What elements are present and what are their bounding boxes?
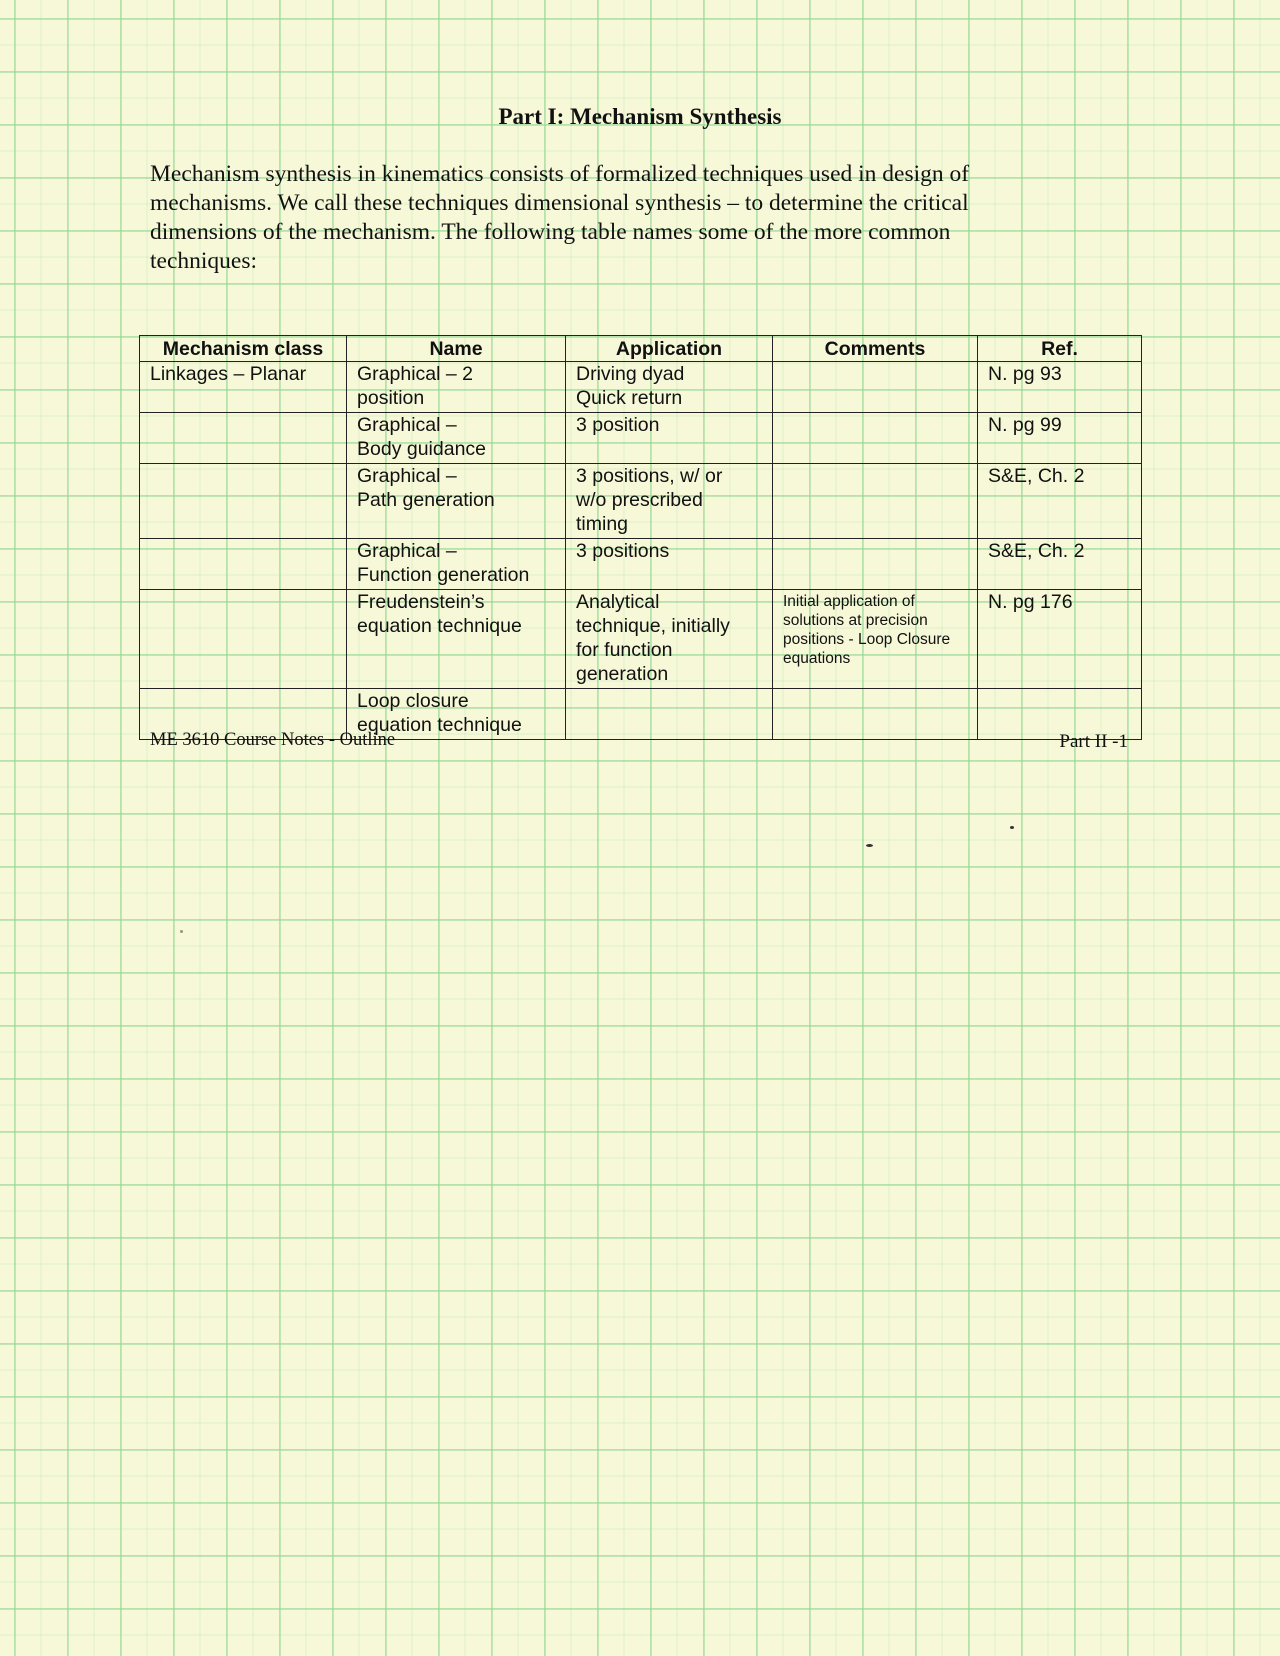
synthesis-techniques-table [139, 335, 1142, 740]
cell-comments [773, 362, 978, 413]
table-row [140, 539, 1142, 590]
cell-name: Freudenstein’s equation technique [347, 590, 566, 689]
footer-course-notes: ME 3610 Course Notes - Outline [150, 730, 396, 750]
cell-ref: N. pg 176 [978, 590, 1142, 689]
intro-line: dimensions of the mechanism. The following table names some of the more common [150, 219, 951, 245]
table-row [140, 413, 1142, 464]
cell-mechanism-class [140, 464, 347, 539]
cell-application: Analytical technique, initially for function generation [566, 590, 773, 689]
cell-name: Graphical – Function generation [347, 539, 566, 590]
paper-speck [866, 844, 873, 847]
cell-comments [773, 464, 978, 539]
cell-ref: S&E, Ch. 2 [978, 464, 1142, 539]
cell-mechanism-class [140, 413, 347, 464]
header-application: Application [566, 336, 773, 362]
cell-ref: N. pg 93 [978, 362, 1142, 413]
cell-ref: S&E, Ch. 2 [978, 539, 1142, 590]
cell-application [566, 689, 773, 740]
cell-mechanism-class [140, 590, 347, 689]
cell-comments [773, 539, 978, 590]
header-ref: Ref. [978, 336, 1142, 362]
cell-comments: Initial application of solutions at precision positions - Loop Closure equations [773, 590, 978, 689]
cell-name: Graphical – Body guidance [347, 413, 566, 464]
cell-application: 3 position [566, 413, 773, 464]
cell-application: Driving dyad Quick return [566, 362, 773, 413]
intro-line: mechanisms. We call these techniques dimensional synthesis – to determine the critical [150, 190, 969, 216]
intro-line: Mechanism synthesis in kinematics consists of formalized techniques used in design of [150, 161, 970, 187]
table-row [140, 464, 1142, 539]
table-header-row [140, 336, 1142, 362]
header-comments: Comments [773, 336, 978, 362]
intro-paragraph [150, 160, 1050, 276]
cell-comments [773, 413, 978, 464]
table-row [140, 590, 1142, 689]
cell-comments [773, 689, 978, 740]
cell-name: Loop closure equation technique [347, 689, 566, 740]
paper-speck [1010, 826, 1014, 829]
page-title: Part I: Mechanism Synthesis [498, 104, 782, 129]
header-mechanism-class: Mechanism class [140, 336, 347, 362]
paper-speck [180, 930, 183, 933]
intro-line: techniques: [150, 248, 258, 274]
table-row [140, 362, 1142, 413]
cell-ref: N. pg 99 [978, 413, 1142, 464]
header-name: Name [347, 336, 566, 362]
cell-application: 3 positions [566, 539, 773, 590]
cell-application: 3 positions, w/ or w/o prescribed timing [566, 464, 773, 539]
cell-name: Graphical – 2 position [347, 362, 566, 413]
cell-mechanism-class: Linkages – Planar [140, 362, 347, 413]
footer-page-number: Part II -1 [1059, 731, 1128, 752]
cell-name: Graphical – Path generation [347, 464, 566, 539]
cell-mechanism-class [140, 539, 347, 590]
